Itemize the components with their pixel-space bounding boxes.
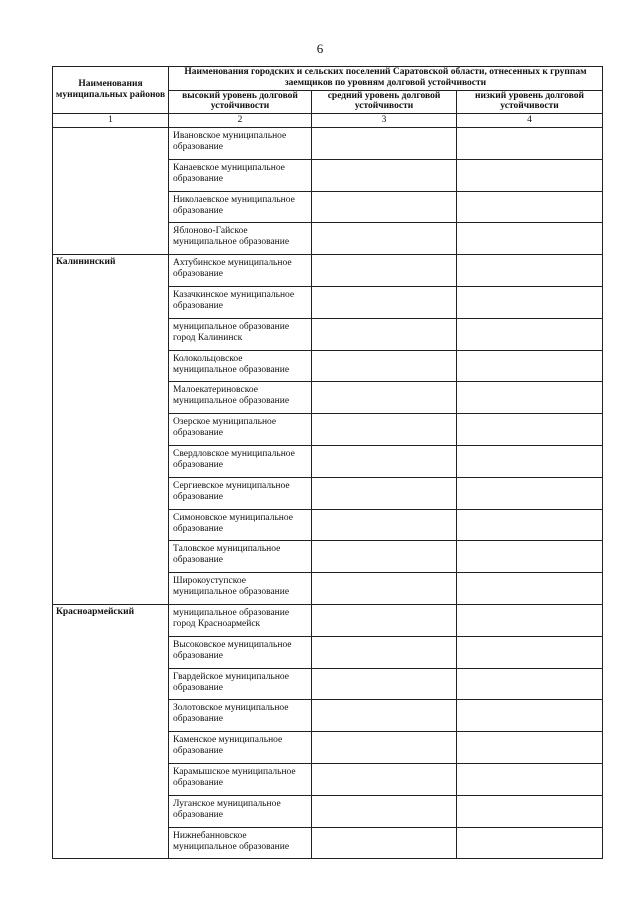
medium-level-cell (312, 700, 457, 732)
settlement-name: Малоекатериновское муниципальное образование (169, 382, 312, 414)
low-level-cell (457, 414, 603, 446)
settlement-name: Николаевское муниципальное образование (169, 191, 312, 223)
medium-level-cell (312, 382, 457, 414)
medium-level-cell (312, 286, 457, 318)
settlement-name: Колокольцовское муниципальное образование (169, 350, 312, 382)
medium-level-cell (312, 350, 457, 382)
low-level-cell (457, 604, 603, 636)
header-low-level: низкий уровень долговой устойчивости (457, 91, 603, 114)
medium-level-cell (312, 795, 457, 827)
medium-level-cell (312, 414, 457, 446)
medium-level-cell (312, 191, 457, 223)
column-number: 1 (53, 114, 169, 128)
low-level-cell (457, 668, 603, 700)
header-districts: Наименования муниципальных районов (53, 67, 169, 114)
column-numbers-row (53, 114, 603, 128)
header-high-level: высокий уровень долговой устойчивости (169, 91, 312, 114)
settlements-table (52, 66, 603, 859)
medium-level-cell (312, 477, 457, 509)
settlement-name: Гвардейское муниципальное образование (169, 668, 312, 700)
medium-level-cell (312, 159, 457, 191)
medium-level-cell (312, 445, 457, 477)
column-number: 2 (169, 114, 312, 128)
low-level-cell (457, 763, 603, 795)
low-level-cell (457, 636, 603, 668)
column-number: 3 (312, 114, 457, 128)
low-level-cell (457, 477, 603, 509)
low-level-cell (457, 732, 603, 764)
low-level-cell (457, 318, 603, 350)
settlement-name: Озерское муниципальное образование (169, 414, 312, 446)
low-level-cell (457, 509, 603, 541)
settlement-name: Яблоново-Гайское муниципальное образование (169, 223, 312, 255)
low-level-cell (457, 255, 603, 287)
header-settlement-groups: Наименования городских и сельских поселений Саратовской области, отнесенных к группам заемщиков по уровням долговой устойчивости (169, 67, 603, 91)
table-row (53, 255, 603, 287)
low-level-cell (457, 445, 603, 477)
table-row (53, 604, 603, 636)
settlement-name: муниципальное образование город Красноармейск (169, 604, 312, 636)
low-level-cell (457, 700, 603, 732)
table-row (53, 128, 603, 160)
low-level-cell (457, 191, 603, 223)
settlement-name: Нижнебанновское муниципальное образование (169, 827, 312, 859)
settlement-name: муниципальное образование город Калининск (169, 318, 312, 350)
medium-level-cell (312, 128, 457, 160)
medium-level-cell (312, 509, 457, 541)
low-level-cell (457, 223, 603, 255)
settlement-name: Золотовское муниципальное образование (169, 700, 312, 732)
medium-level-cell (312, 573, 457, 605)
settlement-name: Луганское муниципальное образование (169, 795, 312, 827)
medium-level-cell (312, 604, 457, 636)
low-level-cell (457, 541, 603, 573)
medium-level-cell (312, 541, 457, 573)
district-name: Калининский (53, 255, 169, 605)
medium-level-cell (312, 827, 457, 859)
low-level-cell (457, 286, 603, 318)
low-level-cell (457, 827, 603, 859)
medium-level-cell (312, 732, 457, 764)
settlement-name: Широкоуступское муниципальное образование (169, 573, 312, 605)
district-name (53, 128, 169, 255)
medium-level-cell (312, 318, 457, 350)
header-medium-level: средний уровень долговой устойчивости (312, 91, 457, 114)
settlement-name: Ахтубинское муниципальное образование (169, 255, 312, 287)
settlement-name: Высоковское муниципальное образование (169, 636, 312, 668)
column-number: 4 (457, 114, 603, 128)
medium-level-cell (312, 255, 457, 287)
settlement-name: Симоновское муниципальное образование (169, 509, 312, 541)
low-level-cell (457, 382, 603, 414)
page-number: 6 (316, 41, 324, 56)
medium-level-cell (312, 668, 457, 700)
settlement-name: Каменское муниципальное образование (169, 732, 312, 764)
settlement-name: Канаевское муниципальное образование (169, 159, 312, 191)
settlement-name: Карамышское муниципальное образование (169, 763, 312, 795)
low-level-cell (457, 128, 603, 160)
settlement-name: Таловское муниципальное образование (169, 541, 312, 573)
settlement-name: Казачкинское муниципальное образование (169, 286, 312, 318)
low-level-cell (457, 159, 603, 191)
medium-level-cell (312, 223, 457, 255)
low-level-cell (457, 350, 603, 382)
district-name: Красноармейский (53, 604, 169, 858)
settlement-name: Сергиевское муниципальное образование (169, 477, 312, 509)
table-body (53, 128, 603, 859)
settlement-name: Свердловское муниципальное образование (169, 445, 312, 477)
medium-level-cell (312, 636, 457, 668)
settlement-name: Ивановское муниципальное образование (169, 128, 312, 160)
low-level-cell (457, 573, 603, 605)
low-level-cell (457, 795, 603, 827)
medium-level-cell (312, 763, 457, 795)
